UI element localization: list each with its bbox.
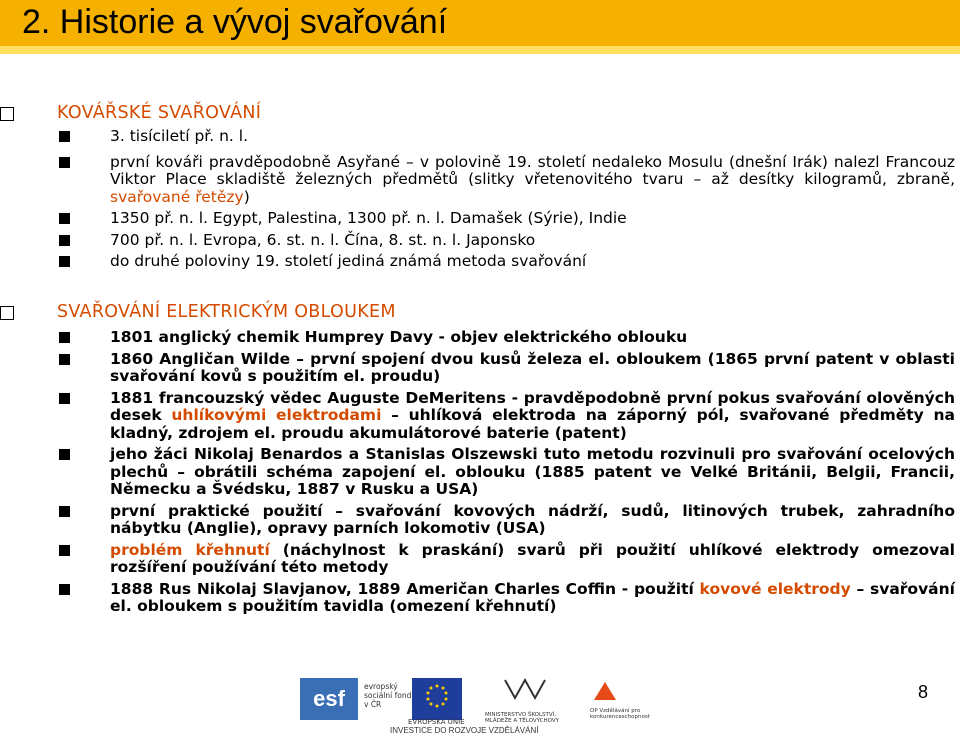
- list-item: 1860 Angličan Wilde – první spojení dvou kusů železa el. obloukem (1865 první patent v oblasti svařování kovů s použitím el. proudu): [0, 351, 955, 386]
- footer-logos: [300, 678, 660, 726]
- section-square-icon: [0, 306, 14, 320]
- bullet-icon: [59, 131, 70, 142]
- page-number: 8: [918, 682, 929, 702]
- bullet-icon: [59, 584, 70, 595]
- title-banner: [0, 0, 960, 46]
- bullet-icon: [59, 256, 70, 267]
- list-item: 3. tisíciletí př. n. l.: [0, 128, 960, 146]
- msmt-logo: [485, 678, 565, 724]
- list-item: jeho žáci Nikolaj Benardos a Stanislas Olszewski tuto metodu rozvinuli pro svařování ocelových plechů – obrátili schéma zapojení el. oblouku (1885 patent ve Velké Británii, Belgii, Francii, Německu a Švédsku, 1887 v Rusku a USA): [0, 446, 955, 499]
- bullet-icon: [59, 506, 70, 517]
- list-item: 1801 anglický chemik Humprey Davy - objev elektrického oblouku: [0, 329, 960, 347]
- bullet-icon: [59, 157, 70, 168]
- bullet-icon: [59, 354, 70, 365]
- op-caption: OP Vzdělávání pro konkurenceschopnost: [590, 708, 650, 720]
- page-title: 2. Historie a vývoj svařování: [22, 3, 448, 41]
- bullet-icon: [59, 393, 70, 404]
- bullet-icon: [59, 545, 70, 556]
- title-stripe: [0, 46, 960, 54]
- list-item: 1350 př. n. l. Egypt, Palestina, 1300 př. n. l. Damašek (Sýrie), Indie: [0, 210, 960, 228]
- list-item: první praktické použití – svařování kovových nádrží, sudů, litinových trubek, zahradního nábytku (Anglie), opravy parních lokomotiv (USA): [0, 503, 955, 538]
- bullet-icon: [59, 449, 70, 460]
- eu-flag-icon: [412, 678, 462, 720]
- list-item: do druhé poloviny 19. století jediná známá metoda svařování: [0, 253, 960, 271]
- list-item: 1888 Rus Nikolaj Slavjanov, 1889 Američan Charles Coffin - použití kovové elektrody – svařování el. obloukem s použitím tavidla (omezení křehnutí): [0, 581, 955, 616]
- footer-tagline: INVESTICE DO ROZVOJE VZDĚLÁVÁNÍ: [390, 726, 539, 735]
- eu-caption: EVROPSKÁ UNIE: [408, 718, 465, 726]
- bullet-icon: [59, 332, 70, 343]
- op-logo: [590, 678, 660, 720]
- bullet-icon: [59, 213, 70, 224]
- bullet-icon: [59, 235, 70, 246]
- section-heading-elektricky-oblouk: SVAŘOVÁNÍ ELEKTRICKÝM OBLOUKEM: [57, 302, 396, 322]
- msmt-caption: MINISTERSTVO ŠKOLSTVÍ, MLÁDEŽE A TĚLOVÝCHOVY: [485, 712, 559, 724]
- esf-caption: evropský sociální fond v ČR: [364, 682, 412, 709]
- section-heading-kovarske: KOVÁŘSKÉ SVAŘOVÁNÍ: [57, 103, 262, 123]
- list-item: 700 př. n. l. Evropa, 6. st. n. l. Čína, 8. st. n. l. Japonsko: [0, 232, 960, 250]
- list-item: první kováři pravděpodobně Asyřané – v polovině 19. století nedaleko Mosulu (dnešní Irák) nalezl Francouz Viktor Place skladiště železných předmětů (slitky vřetenovitého tvaru – až desítky kilogramů, zbraně, svařované řetězy): [0, 154, 955, 207]
- esf-logo: esf: [300, 678, 358, 720]
- section-square-icon: [0, 107, 14, 121]
- list-item: 1881 francouzský vědec Auguste DeMeritens - pravděpodobně první pokus svařování olověných desek uhlíkovými elektrodami – uhlíková elektroda na záporný pól, svařované předměty na kladný, zdrojem el. proudu akumulátorové baterie (patent): [0, 390, 955, 443]
- list-item: problém křehnutí (náchylnost k praskání) svarů při použití uhlíkové elektrody omezoval rozšíření používání této metody: [0, 542, 955, 577]
